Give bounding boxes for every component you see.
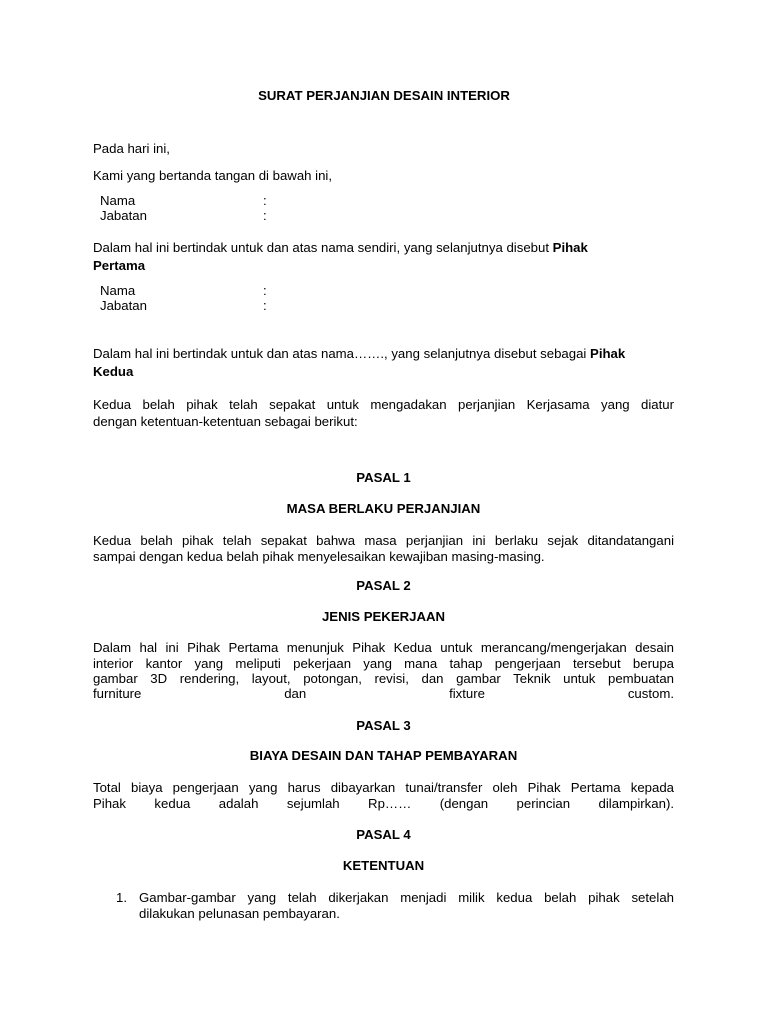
pasal2-line4: furniture dan fixture custom. xyxy=(93,686,674,701)
party2-designation-part2: Kedua xyxy=(93,364,134,379)
party2-position-colon: : xyxy=(263,298,267,313)
pasal4-item1-line1: Gambar-gambar yang telah dikerjakan menjadi milik kedua belah pihak setelah xyxy=(139,890,674,905)
agreement-intro-line1: Kedua belah pihak telah sepakat untuk mengadakan perjanjian Kerjasama yang diatur xyxy=(93,397,674,412)
pasal2-line3: gambar 3D rendering, layout, potongan, revisi, dan gambar Teknik untuk pembuatan xyxy=(93,671,674,686)
pasal3-heading: BIAYA DESAIN DAN TAHAP PEMBAYARAN xyxy=(249,748,518,763)
pasal4-item1-number: 1. xyxy=(116,890,127,905)
pasal4-heading: KETENTUAN xyxy=(342,858,425,873)
pasal3-line1: Total biaya pengerjaan yang harus dibayarkan tunai/transfer oleh Pihak Pertama kepada xyxy=(93,780,674,795)
party2-statement xyxy=(93,346,625,362)
opening-day-line: Pada hari ini, xyxy=(93,141,170,156)
party2-name-colon: : xyxy=(263,283,267,298)
pasal4-item1-line2: dilakukan pelunasan pembayaran. xyxy=(139,906,340,921)
agreement-intro-line2: dengan ketentuan-ketentuan sebagai berikut: xyxy=(93,414,358,429)
party1-statement-text: Dalam hal ini bertindak untuk dan atas nama sendiri, yang selanjutnya disebut xyxy=(93,240,553,255)
pasal2-heading: JENIS PEKERJAAN xyxy=(321,609,446,624)
party2-position-label: Jabatan xyxy=(100,298,147,313)
pasal3-line2: Pihak kedua adalah sejumlah Rp…… (dengan perincian dilampirkan). xyxy=(93,796,674,811)
pasal1-line2: sampai dengan kedua belah pihak menyelesaikan kewajiban masing-masing. xyxy=(93,549,545,564)
pasal1-heading: MASA BERLAKU PERJANJIAN xyxy=(286,501,481,516)
party2-name-label: Nama xyxy=(100,283,136,298)
party1-name-label: Nama xyxy=(100,193,136,208)
pasal3-number: PASAL 3 xyxy=(356,718,411,733)
party1-name-colon: : xyxy=(263,193,267,208)
party1-position-label: Jabatan xyxy=(100,208,147,223)
party1-position-colon: : xyxy=(263,208,267,223)
pasal1-number: PASAL 1 xyxy=(356,470,411,485)
pasal2-line1: Dalam hal ini Pihak Pertama menunjuk Pihak Kedua untuk merancang/mengerjakan desain xyxy=(93,640,674,655)
pasal2-line2: interior kantor yang meliputi pekerjaan yang mana tahap pengerjaan tersebut berupa xyxy=(93,656,674,671)
party2-statement-text: Dalam hal ini bertindak untuk dan atas nama……., yang selanjutnya disebut sebagai xyxy=(93,346,591,361)
pasal4-number: PASAL 4 xyxy=(356,827,411,842)
party1-statement xyxy=(93,240,588,256)
party1-designation-part2: Pertama xyxy=(93,258,146,273)
party2-designation-part1: Pihak xyxy=(590,346,626,361)
pasal2-number: PASAL 2 xyxy=(356,578,411,593)
pasal1-line1: Kedua belah pihak telah sepakat bahwa masa perjanjian ini berlaku sejak ditandatangani xyxy=(93,533,674,548)
opening-signers-line: Kami yang bertanda tangan di bawah ini, xyxy=(93,168,333,183)
document-title: SURAT PERJANJIAN DESAIN INTERIOR xyxy=(258,88,510,103)
party1-designation-part1: Pihak xyxy=(552,240,588,255)
